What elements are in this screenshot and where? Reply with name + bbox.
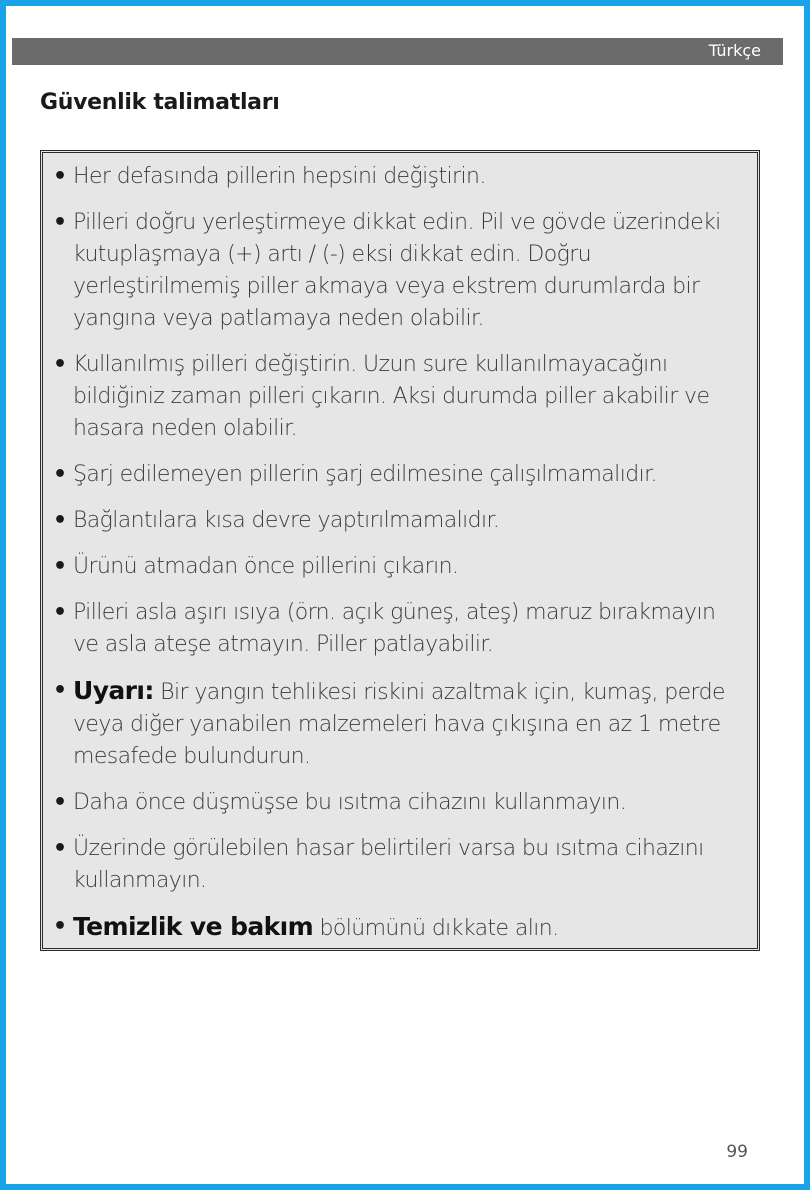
instruction-item — [53, 349, 747, 445]
bullet-icon: • — [53, 678, 67, 703]
section-title: Güvenlik talimatları — [40, 90, 280, 115]
instruction-item — [53, 161, 747, 193]
language-label: Türkçe — [708, 41, 761, 60]
warning-item — [53, 675, 747, 773]
instruction-item — [53, 459, 747, 491]
bullet-icon: • — [53, 508, 67, 533]
cleaning-reference-item — [53, 911, 747, 945]
warning-text: Bir yangın tehlikesi riskini azaltmak için, kumaş, perde veya diğer yanabilen malzemeleri hava çıkışına en az 1 metre mesafede bulundurun. — [73, 680, 725, 769]
instruction-item — [53, 833, 747, 897]
page-number: 99 — [726, 1142, 748, 1162]
bullet-icon: • — [53, 462, 67, 487]
bullet-icon: • — [53, 600, 67, 625]
instruction-text: Kullanılmış pilleri değiştirin. Uzun sure kullanılmayacağını bildiğiniz zaman pilleri çıkarın. Aksi durumda piller akabilir ve hasara neden olabilir. — [73, 352, 710, 441]
instruction-text: Pilleri doğru yerleştirmeye dikkat edin. Pil ve gövde üzerindeki kutuplaşmaya (+) artı / (-) eksi dikkat edin. Doğru yerleştirilmemiş piller akmaya veya ekstrem durumlarda bir yangına veya patlamaya neden olabilir. — [73, 210, 721, 331]
instruction-text: Her defasında pillerin hepsini değiştirin. — [73, 164, 486, 189]
warning-label: Uyarı: — [73, 676, 154, 705]
instruction-text: Daha önce düşmüşse bu ısıtma cihazını kullanmayın. — [73, 790, 627, 815]
language-header-bar — [12, 38, 783, 65]
instruction-item — [53, 597, 747, 661]
safety-instructions-box — [40, 150, 760, 951]
bullet-icon: • — [53, 164, 67, 189]
bullet-icon: • — [53, 790, 67, 815]
instruction-item — [53, 787, 747, 819]
bullet-icon: • — [53, 554, 67, 579]
bullet-icon: • — [53, 914, 67, 939]
bullet-icon: • — [53, 210, 67, 235]
cleaning-section-reference: Temizlik ve bakım — [73, 912, 314, 941]
instruction-item — [53, 551, 747, 583]
instruction-text: bölümünü dıkkate alın. — [313, 916, 559, 941]
instruction-item — [53, 505, 747, 537]
instruction-text: Bağlantılara kısa devre yaptırılmamalıdır. — [73, 508, 500, 533]
instruction-text: Üzerinde görülebilen hasar belirtileri varsa bu ısıtma cihazını kullanmayın. — [73, 836, 704, 893]
instruction-text: Şarj edilemeyen pillerin şarj edilmesine çalışılmamalıdır. — [73, 462, 657, 487]
safety-instructions-list — [43, 153, 757, 945]
instruction-item — [53, 207, 747, 335]
instruction-text: Pilleri asla aşırı ısıya (örn. açık güneş, ateş) maruz bırakmayın ve asla ateşe atmayın. Piller patlayabilir. — [73, 600, 716, 657]
instruction-text: Ürünü atmadan önce pillerini çıkarın. — [73, 554, 459, 579]
bullet-icon: • — [53, 836, 67, 861]
bullet-icon: • — [53, 352, 67, 377]
